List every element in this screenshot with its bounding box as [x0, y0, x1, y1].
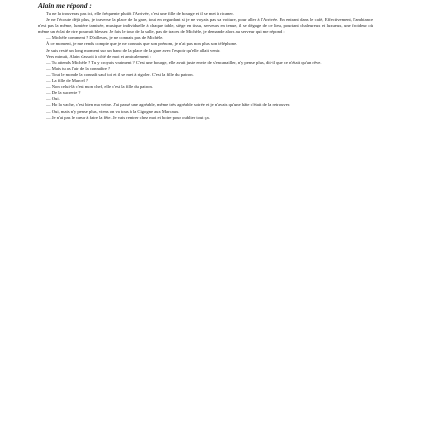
paragraph: Je ne l'écoute déjà plus, je traverse la place de la gare, tout en regardant si je ne voyais pas sa voiture, pour aller à l'Arrivée. En entrant dans le café, Effectivement, l'ambiance n'est pas la même, lumière tamisée, musique individuelle à chaque table, siège en tissu, serveurs en tenue, il se dégage de ce lieu, pourtant chaleureux et luxueux, une froideur où même un éclat de rire pourrait blesser. Je fais le tour de la salle, pas de traces de Michèle, je demande alors au serveur qui me répond :: [38, 17, 373, 35]
paragraph: Vers minuit, Alain s'assoit à côté de moi et amicalement :: [46, 53, 152, 59]
paragraph: — Oui.: [46, 96, 60, 102]
paragraph: — Tu attends Michèle ? Tu y croyais vraiment ? C'est une bourge, elle avait juste envie de s'encanailler, n'y pense plus, dit-il que ce n'était qu'un rêve.: [46, 59, 322, 65]
section-heading: Alain me répond :: [38, 2, 92, 10]
paragraph: — Michèle comment ? D'ailleurs, je ne connais pas de Michèle.: [46, 35, 164, 41]
paragraph: — Mais tu as l'air de la connaître ?: [46, 65, 111, 71]
paragraph: Je suis resté un long moment sur un banc de la place de la gare avec l'espoir qu'elle allait venir.: [46, 47, 221, 53]
paragraph: — Oui, mais n'y pense plus, viens on va tous à la Cigogne aux Marcaux.: [46, 108, 180, 114]
paragraph: — Non celui-là c'est mon chef, elle c'est la fille du patron.: [46, 84, 153, 90]
paragraph: — Tout le monde la connaît sauf toi et il se met à rigoler. C'est la fille du patron.: [46, 71, 194, 77]
paragraph: — Je n'ai pas le cœur à faire la fête. Je vais rentrer chez moi et boire pour oublier tout ça.: [46, 114, 210, 120]
paragraph: — La fille de Marcel ?: [46, 78, 88, 84]
paragraph: À ce moment, je me rends compte que je ne connais que son prénom, je n'ai pas non plus son téléphone.: [46, 41, 238, 47]
paragraph: — De la sucrerie ?: [46, 90, 81, 96]
paragraph: — Ho la vache, c'est bien ma veine. J'ai passé une agréable, même très agréable soirée et je n'avais qu'une hâte c'était de la retrouver.: [46, 102, 291, 108]
paragraph: Tu ne la trouveras pas ici, elle fréquente plutôt l'Arrivée, c'est une fille de bourge et il se met à ricaner.: [46, 11, 234, 16]
